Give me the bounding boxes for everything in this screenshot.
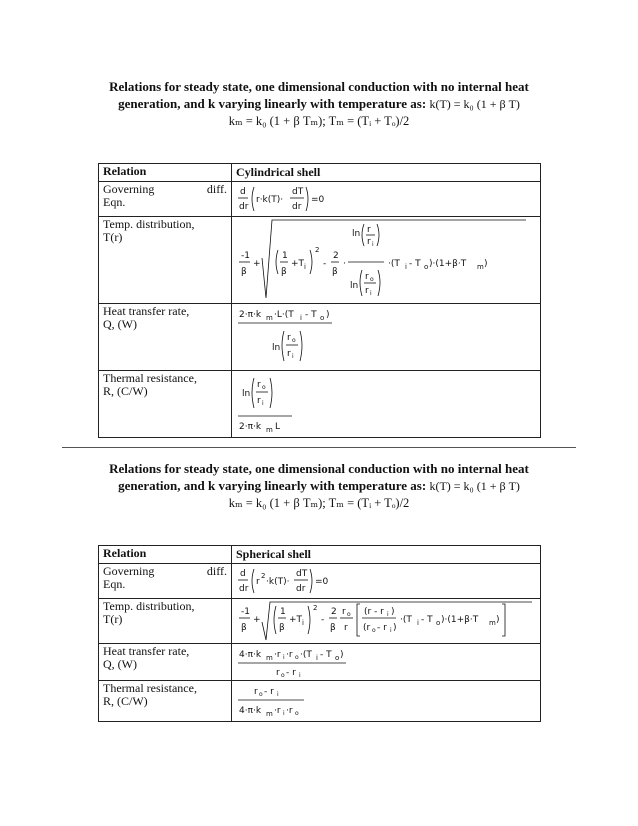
svg-text:): ) [340, 650, 344, 660]
svg-text:dr: dr [239, 584, 249, 594]
svg-text:r: r [256, 577, 260, 587]
svg-text:4·π·k: 4·π·k [239, 706, 262, 716]
svg-text:r: r [365, 286, 369, 296]
row-label: Governing diff. Eqn. [99, 182, 232, 217]
table-header-row [99, 164, 541, 182]
section2-km-relation: kₘ = k₀ (1 + β Tₘ); Tₘ = (Tᵢ + Tₒ)/2 [228, 496, 410, 510]
svg-text:2: 2 [313, 604, 318, 612]
row-label: Temp. distribution, T(r) [99, 217, 232, 304]
svg-text:o: o [347, 611, 351, 618]
svg-text:o: o [370, 276, 374, 283]
svg-text:- T: - T [421, 615, 433, 625]
svg-text:β: β [241, 623, 247, 633]
col2-header: Spherical shell [232, 546, 541, 564]
svg-text:i: i [283, 710, 285, 717]
section1-k-relation: k(T) = k₀ (1 + β T) [429, 97, 520, 111]
col1-header: Relation [99, 546, 232, 564]
sph-governing-equation [232, 564, 541, 599]
svg-text:-1: -1 [241, 251, 250, 261]
svg-text:m: m [477, 263, 484, 271]
svg-text:β: β [281, 267, 287, 277]
table-row-temp-distribution [99, 217, 541, 304]
svg-text:o: o [295, 710, 299, 717]
svg-text:+T: +T [289, 615, 303, 625]
row-label: Temp. distribution, T(r) [99, 599, 232, 644]
row-label: Governing diff. Eqn. [99, 564, 232, 599]
row-label: Heat transfer rate, Q, (W) [99, 304, 232, 371]
section2-title-line2: generation, and k varying linearly with temperature as: k(T) = k₀ (1 + β T) [118, 478, 520, 493]
svg-text:·L·(T: ·L·(T [274, 310, 294, 320]
svg-text:+T: +T [291, 259, 305, 269]
svg-text:m: m [489, 619, 496, 627]
svg-text:r: r [254, 687, 258, 697]
table-row-governing-eqn [99, 564, 541, 599]
cyl-temperature-equation [232, 217, 541, 304]
svg-text:- r: - r [286, 668, 296, 678]
section2-heading [60, 460, 578, 512]
svg-text:·r: ·r [274, 706, 281, 716]
svg-text:i: i [262, 400, 264, 407]
svg-text:L: L [275, 422, 281, 432]
svg-text:i: i [304, 263, 306, 271]
svg-text:- r: - r [264, 687, 274, 697]
svg-text:i: i [387, 611, 389, 618]
svg-text:β: β [241, 267, 247, 277]
svg-text:r: r [342, 607, 346, 617]
table-row-thermal-resistance [99, 371, 541, 438]
svg-text:β: β [330, 623, 336, 633]
svg-text:dr: dr [239, 202, 249, 212]
svg-text:o: o [424, 263, 429, 271]
sph-thermal-resistance-equation [232, 681, 541, 722]
svg-text:dr: dr [296, 584, 306, 594]
svg-text:i: i [292, 353, 294, 360]
section1-title-line2: generation, and k varying linearly with temperature as: k(T) = k₀ (1 + β T) [118, 96, 520, 111]
svg-text:i: i [370, 290, 372, 297]
svg-text:- T: - T [305, 310, 317, 320]
svg-text:): ) [393, 623, 397, 633]
svg-text:- T: - T [409, 259, 421, 269]
svg-text:2: 2 [333, 251, 339, 261]
sph-temperature-equation [232, 599, 541, 644]
svg-text:2·π·k: 2·π·k [239, 310, 262, 320]
row-label: Thermal resistance, R, (C/W) [99, 681, 232, 722]
sph-heat-rate-equation [232, 644, 541, 681]
spherical-shell-table [98, 545, 541, 722]
svg-text:i: i [417, 619, 419, 627]
svg-text:r: r [365, 272, 369, 282]
svg-text:2: 2 [331, 607, 337, 617]
svg-text:dT: dT [292, 187, 304, 197]
svg-text:o: o [292, 337, 296, 344]
table-header-row [99, 546, 541, 564]
svg-text:- r: - r [377, 623, 387, 633]
svg-text:2: 2 [315, 246, 320, 254]
svg-text:-1: -1 [241, 607, 250, 617]
svg-text:): ) [391, 607, 395, 617]
svg-text:i: i [302, 619, 304, 627]
svg-text:i: i [372, 241, 374, 248]
col1-header: Relation [99, 164, 232, 182]
cyl-heat-rate-equation [232, 304, 541, 371]
svg-text:ln: ln [350, 281, 359, 291]
svg-text:): ) [496, 615, 500, 625]
svg-text:4·π·k: 4·π·k [239, 650, 262, 660]
svg-text:β: β [279, 623, 285, 633]
svg-text:m: m [266, 654, 273, 662]
svg-text:-: - [321, 615, 325, 625]
svg-text:o: o [320, 314, 325, 322]
svg-text:o: o [295, 654, 299, 661]
table-row-thermal-resistance [99, 681, 541, 722]
svg-text:o: o [281, 672, 285, 679]
svg-text:i: i [283, 654, 285, 661]
table-row-heat-transfer-rate [99, 644, 541, 681]
svg-text:o: o [259, 691, 263, 698]
svg-text:r: r [344, 623, 348, 633]
svg-text:1: 1 [280, 607, 286, 617]
svg-text:·(T: ·(T [300, 650, 312, 660]
svg-text:-: - [323, 259, 327, 269]
cyl-thermal-resistance-equation [232, 371, 541, 438]
section1-heading [60, 78, 578, 130]
svg-text:β: β [332, 267, 338, 277]
svg-text:·r: ·r [286, 706, 293, 716]
svg-text:r: r [367, 225, 371, 235]
svg-text:r: r [257, 380, 261, 390]
svg-text:m: m [266, 314, 273, 322]
svg-text:+: + [253, 615, 261, 625]
svg-text:i: i [316, 654, 318, 662]
svg-text:·k(T)·: ·k(T)· [266, 577, 290, 587]
svg-text:m: m [266, 710, 273, 718]
svg-text:): ) [326, 310, 330, 320]
svg-text:r: r [367, 237, 371, 247]
svg-text:·r: ·r [274, 650, 281, 660]
svg-text:ln: ln [272, 343, 281, 353]
row-label: Heat transfer rate, Q, (W) [99, 644, 232, 681]
svg-text:r: r [276, 668, 280, 678]
svg-text:o: o [372, 627, 376, 634]
svg-text:o: o [436, 619, 441, 627]
svg-text:i: i [405, 263, 407, 271]
section1-km-relation: kₘ = k₀ (1 + β Tₘ); Tₘ = (Tᵢ + Tₒ)/2 [228, 114, 410, 128]
svg-text:r: r [287, 333, 291, 343]
svg-text:=0: =0 [311, 195, 325, 205]
svg-text:d: d [240, 187, 246, 197]
svg-text:i: i [299, 672, 301, 679]
svg-text:ln: ln [242, 389, 251, 399]
svg-text:i: i [390, 627, 392, 634]
svg-text:=0: =0 [315, 577, 329, 587]
svg-text:(r: (r [363, 623, 371, 633]
svg-text:dr: dr [292, 202, 302, 212]
svg-text:- T: - T [320, 650, 332, 660]
svg-text:d: d [240, 569, 246, 579]
svg-text:o: o [262, 384, 266, 391]
col2-header: Cylindrical shell [232, 164, 541, 182]
svg-text:·(T: ·(T [388, 259, 400, 269]
svg-text:r: r [257, 396, 261, 406]
svg-text:)·(1+β·T: )·(1+β·T [441, 615, 479, 625]
svg-text:2: 2 [261, 572, 266, 580]
svg-text:o: o [335, 654, 340, 662]
svg-text:): ) [484, 259, 488, 269]
svg-text:(r - r: (r - r [364, 607, 384, 617]
table-row-heat-transfer-rate [99, 304, 541, 371]
section-divider [62, 447, 576, 448]
svg-text:i: i [300, 314, 302, 322]
svg-text:1: 1 [282, 251, 288, 261]
row-label: Thermal resistance, R, (C/W) [99, 371, 232, 438]
section2-title-line1: Relations for steady state, one dimensional conduction with no internal heat [109, 461, 529, 476]
svg-text:·r: ·r [286, 650, 293, 660]
section2-k-relation: k(T) = k₀ (1 + β T) [429, 479, 520, 493]
svg-text:i: i [277, 691, 279, 698]
svg-text:m: m [266, 426, 273, 434]
cyl-governing-equation [232, 182, 541, 217]
table-row-governing-eqn [99, 182, 541, 217]
table-row-temp-distribution [99, 599, 541, 644]
section1-title-line1: Relations for steady state, one dimensional conduction with no internal heat [109, 79, 529, 94]
svg-text:+: + [253, 259, 261, 269]
svg-text:r·k(T)·: r·k(T)· [256, 195, 284, 205]
svg-text:ln: ln [352, 229, 361, 239]
svg-text:)·(1+β·T: )·(1+β·T [429, 259, 467, 269]
svg-text:2·π·k: 2·π·k [239, 422, 262, 432]
svg-text:r: r [287, 349, 291, 359]
cylindrical-shell-table [98, 163, 541, 438]
svg-text:dT: dT [296, 569, 308, 579]
svg-text:·: · [343, 259, 346, 269]
svg-text:·(T: ·(T [400, 615, 412, 625]
